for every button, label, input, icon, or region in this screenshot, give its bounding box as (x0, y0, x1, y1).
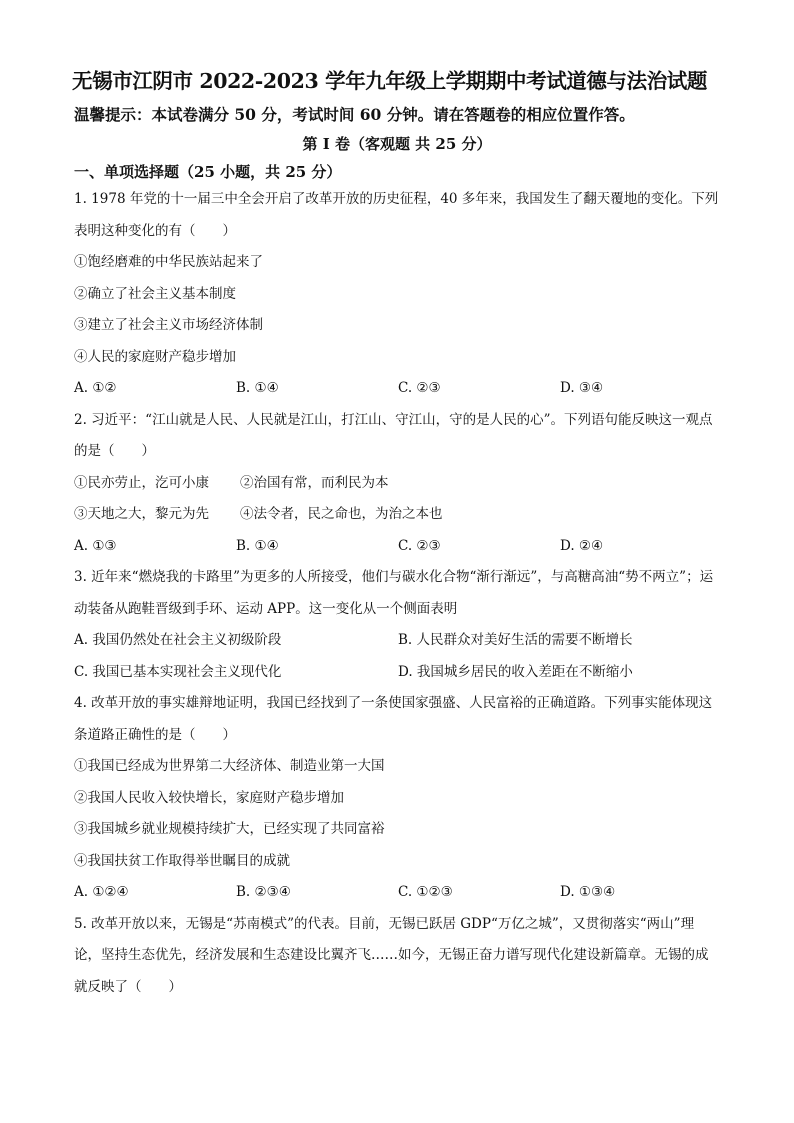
question-stem: 5. 改革开放以来，无锡是“苏南模式”的代表。目前，无锡已跃居 GDP“万亿之城”，又贯彻落实“两山”理论，坚持生态优先，经济发展和生态建设比翼齐飞……如今，无锡正奋力谱写现代化建设新篇章。无锡的成就反映了（ ） (74, 915, 709, 995)
question-stem: 2. 习近平：“江山就是人民、人民就是江山，打江山、守江山，守的是人民的心”。下列语句能反映这一观点的是（ ） (74, 411, 713, 459)
options-row (74, 531, 720, 563)
option-a: A. 我国仍然处在社会主义初级阶段 (74, 632, 282, 648)
option-c: C. 我国已基本实现社会主义现代化 (74, 663, 282, 680)
option-b: B. 人民群众对美好生活的需要不断增长 (398, 632, 633, 648)
question-2 (74, 405, 720, 563)
statement: ④人民的家庭财产稳步增加 (74, 348, 236, 365)
option-d: D. ③④ (560, 380, 604, 396)
option-a: A. ①③ (74, 537, 117, 554)
statement: ③我国城乡就业规模持续扩大，已经实现了共同富裕 (74, 821, 385, 837)
statement: ②我国人民收入较快增长，家庭财产稳步增加 (74, 789, 344, 806)
exam-title: 无锡市江阴市 2022-2023 学年九年级上学期期中考试道德与法治试题 (72, 69, 707, 93)
option-c: C. ①②③ (398, 884, 453, 900)
statement-pair (74, 499, 720, 531)
option-d: D. 我国城乡居民的收入差距在不断缩小 (398, 663, 633, 680)
statement: ①民亦劳止，汔可小康 (74, 474, 209, 491)
options-row (74, 877, 720, 909)
statement: ①饱经磨难的中华民族站起来了 (74, 254, 263, 270)
statement: ④法令者，民之命也，为治之本也 (240, 506, 443, 522)
question-5 (74, 909, 720, 1004)
question-stem: 3. 近年来“燃烧我的卡路里”为更多的人所接受，他们与碳水化合物“渐行渐远”，与高糖高油“势不两立”；运动装备从跑鞋晋级到手环、运动 APP。这一变化从一个侧面表明 (74, 569, 714, 617)
option-b: B. ①④ (236, 537, 279, 554)
question-1 (74, 184, 720, 405)
options-row (74, 373, 720, 405)
statement: ③天地之大，黎元为先 (74, 506, 209, 522)
option-b: B. ①④ (236, 380, 279, 396)
statement: ④我国扶贫工作取得举世瞩目的成就 (74, 852, 290, 869)
option-a: A. ①② (74, 380, 117, 396)
option-d: D. ①③④ (560, 884, 616, 900)
option-c: C. ②③ (398, 537, 441, 554)
options-row (74, 657, 720, 689)
question-4 (74, 688, 720, 909)
section-title: 第 I 卷（客观题 共 25 分） (302, 135, 492, 153)
statement: ③建立了社会主义市场经济体制 (74, 317, 263, 333)
question-stem: 1. 1978 年党的十一届三中全会开启了改革开放的历史征程，40 多年来，我国发生了翻天覆地的变化。下列表明这种变化的有（ ） (74, 191, 719, 239)
exam-tip: 温馨提示：本试卷满分 50 分，考试时间 60 分钟。请在答题卷的相应位置作答。 (74, 105, 635, 124)
statement: ②治国有常，而利民为本 (240, 474, 389, 491)
options-row (74, 625, 720, 657)
option-b: B. ②③④ (236, 884, 291, 900)
part-title: 一、单项选择题（25 小题，共 25 分） (74, 163, 342, 181)
option-a: A. ①②④ (74, 884, 129, 900)
statement-pair (74, 468, 720, 500)
statement: ②确立了社会主义基本制度 (74, 285, 236, 302)
option-c: C. ②③ (398, 380, 441, 396)
statement: ①我国已经成为世界第二大经济体、制造业第一大国 (74, 758, 385, 774)
question-stem: 4. 改革开放的事实雄辩地证明，我国已经找到了一条使国家强盛、人民富裕的正确道路。下列事实能体现这条道路正确性的是（ ） (74, 695, 713, 743)
question-3 (74, 562, 720, 688)
option-d: D. ②④ (560, 537, 604, 554)
